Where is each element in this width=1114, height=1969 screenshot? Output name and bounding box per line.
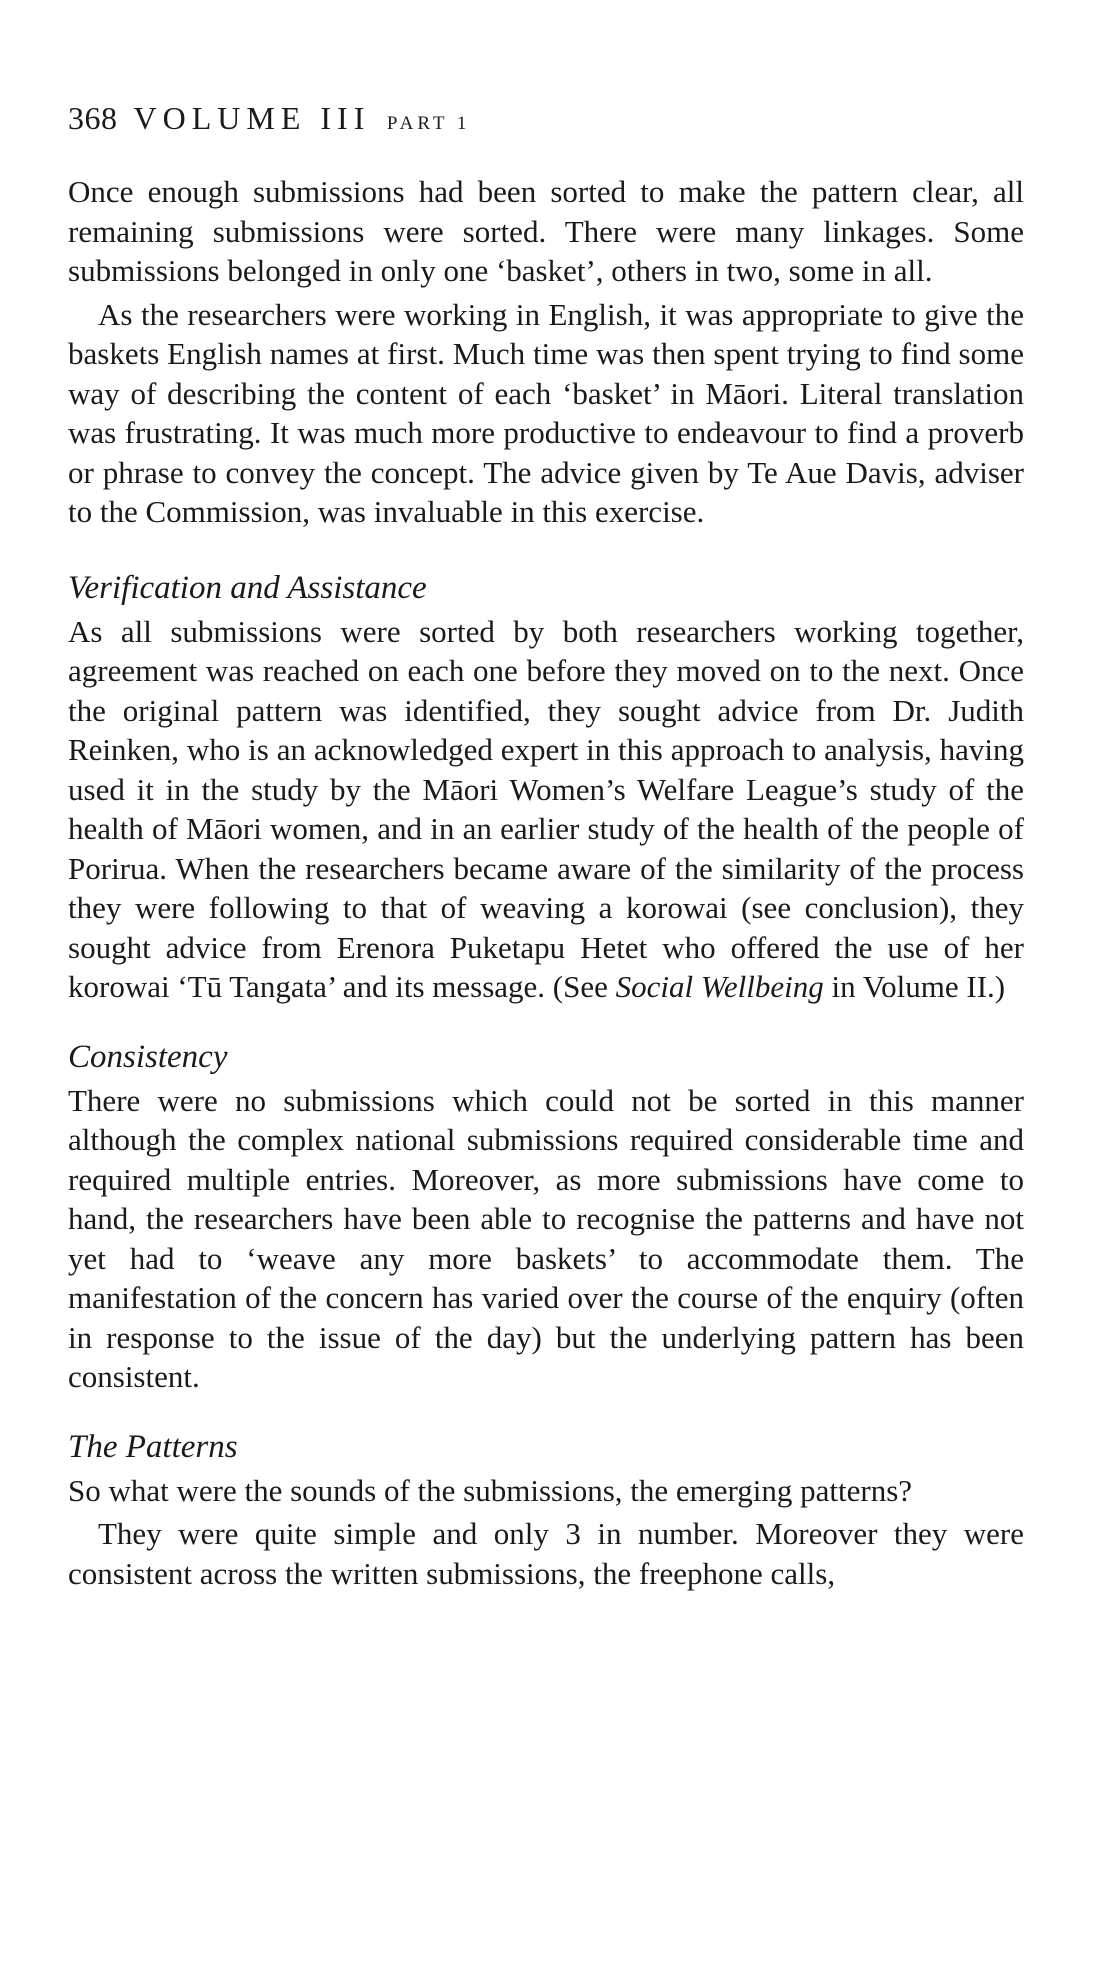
italic-title: Social Wellbeing [615, 969, 824, 1004]
section-heading: The Patterns [68, 1428, 238, 1465]
paragraph-text: As all submissions were sorted by both researchers working together, agreement was reached on each one before they moved on to the next. Once the original pattern was identified, they sought advice from Dr. Judith Reinken, who is an acknowledged expert in this approach to analysis, having used it in the study by the Māori Women’s Welfare League’s study of the health of Māori women, and in an earlier study of the health of the people of Porirua. When the researchers became aware of the similarity of the process they were following to that of weaving a korowai (see conclusion), they sought advice from Erenora Puketapu Hetet who offered the use of her korowai ‘Tū Tangata’ and its message. (See [68, 613, 1024, 1004]
document-page [68, 98, 1024, 1593]
paragraph: They were quite simple and only 3 in number. Moreover they were consistent across the written submissions, the freephone calls, [68, 1516, 1024, 1591]
section-heading: Consistency [68, 1038, 228, 1075]
section-heading: Verification and Assistance [68, 569, 427, 606]
page-number: 368 [68, 100, 118, 136]
paragraph: There were no submissions which could not be sorted in this manner although the complex national submissions required considerable time and required multiple entries. Moreover, as more submissions have come to hand, the researchers have been able to recognise the patterns and have not yet had to ‘weave any more baskets’ to accommodate them. The manifestation of the concern has varied over the course of the enquiry (often in response to the issue of the day) but the underlying pattern has been consistent. [68, 1082, 1024, 1394]
paragraph-text: in Volume II.) [823, 969, 1006, 1004]
part-label: PART 1 [386, 113, 471, 134]
volume-label: VOLUME III [133, 100, 371, 136]
paragraph: So what were the sounds of the submissions, the emerging patterns? [68, 1472, 913, 1508]
paragraph [68, 612, 1024, 1007]
paragraph: As the researchers were working in English, it was appropriate to give the baskets English names at first. Much time was then spent trying to find some way of describing the content of each ‘basket’ in Māori. Literal translation was frustrating. It was much more productive to endeavour to find a proverb or phrase to convey the concept. The advice given by Te Aue Davis, adviser to the Commission, was invaluable in this exercise. [68, 296, 1024, 529]
running-head [68, 98, 1024, 144]
paragraph: Once enough submissions had been sorted to make the pattern clear, all remaining submissions were sorted. There were many linkages. Some submissions belonged in only one ‘basket’, others in two, some in all. [68, 174, 1024, 288]
